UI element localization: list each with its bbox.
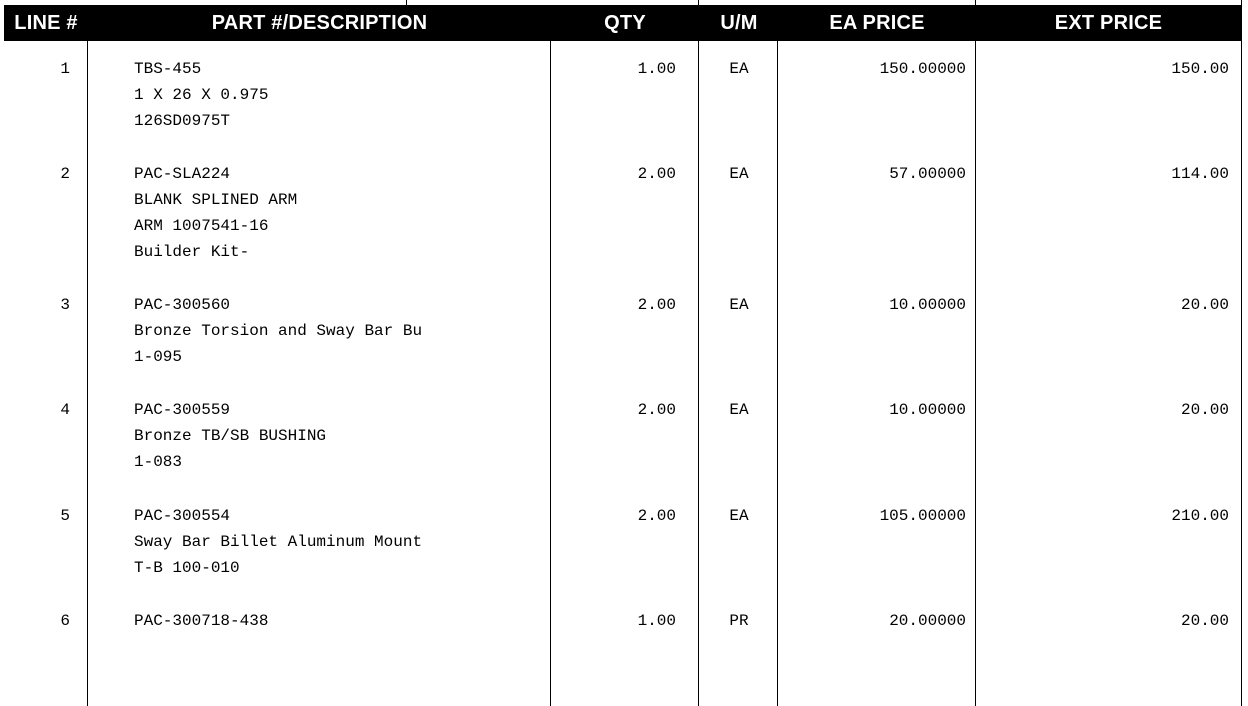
unit-of-measure: EA	[729, 60, 749, 78]
unit-of-measure: EA	[729, 507, 749, 525]
col-header-um: U/M	[720, 12, 758, 34]
extended-price: 210.00	[1171, 507, 1229, 525]
description-line: 1-083	[134, 453, 183, 471]
each-price: 150.00000	[879, 60, 966, 78]
extended-price: 20.00	[1180, 296, 1229, 314]
col-header-qty: QTY	[604, 12, 646, 34]
quantity: 2.00	[637, 401, 676, 419]
table-header	[4, 5, 1242, 41]
part-number: PAC-300560	[134, 296, 231, 314]
description-line: ARM 1007541-16	[134, 217, 269, 235]
part-number: PAC-300554	[134, 507, 231, 525]
extended-price: 20.00	[1180, 401, 1229, 419]
each-price: 10.00000	[889, 401, 966, 419]
part-description	[134, 292, 544, 370]
col-header-part: PART #/DESCRIPTION	[211, 12, 428, 34]
each-price: 105.00000	[879, 507, 966, 525]
line-number: 1	[60, 60, 70, 78]
part-description	[134, 503, 544, 581]
extended-price: 150.00	[1171, 60, 1229, 78]
description-line: Sway Bar Billet Aluminum Mount	[134, 533, 423, 551]
quantity: 2.00	[637, 165, 676, 183]
unit-of-measure: PR	[729, 612, 749, 630]
col-header-ext-price: EXT PRICE	[1054, 12, 1163, 34]
part-number: PAC-SLA224	[134, 165, 231, 183]
quantity: 2.00	[637, 507, 676, 525]
description-line: Bronze TB/SB BUSHING	[134, 427, 327, 445]
extended-price: 20.00	[1180, 612, 1229, 630]
part-number: PAC-300718-438	[134, 612, 269, 630]
line-number: 5	[60, 507, 70, 525]
line-number: 3	[60, 296, 70, 314]
description-line: 1 X 26 X 0.975	[134, 86, 269, 104]
quantity: 1.00	[637, 612, 676, 630]
col-header-line: LINE #	[14, 12, 78, 34]
unit-of-measure: EA	[729, 165, 749, 183]
part-description	[134, 608, 544, 634]
description-line: T-B 100-010	[134, 559, 240, 577]
description-line: 1-095	[134, 348, 183, 366]
each-price: 57.00000	[889, 165, 966, 183]
part-number: PAC-300559	[134, 401, 231, 419]
line-number: 6	[60, 612, 70, 630]
part-description	[134, 397, 544, 475]
description-line: 126SD0975T	[134, 112, 231, 130]
description-line: BLANK SPLINED ARM	[134, 191, 298, 209]
unit-of-measure: EA	[729, 296, 749, 314]
line-number: 2	[60, 165, 70, 183]
part-number: TBS-455	[134, 60, 202, 78]
table-body	[0, 41, 1248, 706]
quantity: 2.00	[637, 296, 676, 314]
each-price: 10.00000	[889, 296, 966, 314]
line-number: 4	[60, 401, 70, 419]
col-header-ea-price: EA PRICE	[829, 12, 925, 34]
unit-of-measure: EA	[729, 401, 749, 419]
each-price: 20.00000	[889, 612, 966, 630]
extended-price: 114.00	[1171, 165, 1229, 183]
part-description	[134, 161, 544, 265]
part-description	[134, 56, 544, 134]
quantity: 1.00	[637, 60, 676, 78]
description-line: Builder Kit-	[134, 243, 250, 261]
description-line: Bronze Torsion and Sway Bar Bu	[134, 322, 423, 340]
